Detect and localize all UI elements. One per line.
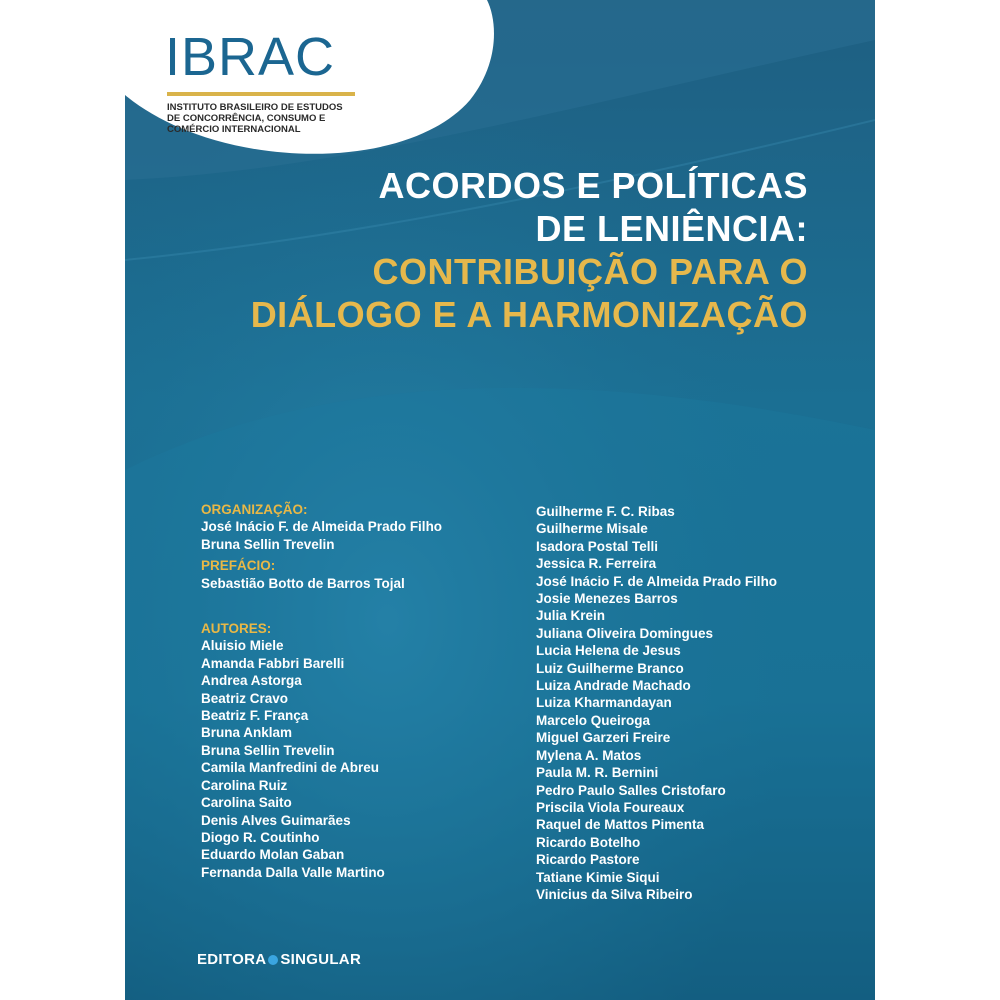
author-name: Diogo R. Coutinho [201,829,320,845]
logo-subtitle-line: COMÉRCIO INTERNACIONAL [167,124,301,136]
author-name: Jessica R. Ferreira [536,556,657,572]
author-name: Ricardo Pastore [536,852,640,868]
author-name: Guilherme F. C. Ribas [536,504,675,519]
author-name: Julia Krein [536,608,606,624]
author-name: Eduardo Molan Gaban [201,847,345,863]
author-name: Juliana Oliveira Domingues [536,625,714,641]
author-name: Denis Alves Guimarães [201,812,351,828]
author-name: Beatriz Cravo [201,690,289,706]
book-title [251,164,808,336]
subtitle-line: DIÁLOGO E A HARMONIZAÇÃO [250,294,808,335]
authors-list-left [201,637,442,881]
logo-subtitle-line: INSTITUTO BRASILEIRO DE ESTUDOS [167,102,343,113]
logo-wordmark: IBRAC [165,27,336,87]
author-name: Bruna Anklam [201,725,293,741]
title-line: ACORDOS E POLÍTICAS [378,165,808,206]
author-name: Tatiane Kimie Siqui [536,869,660,885]
author-name: Miguel Garzeri Freire [536,730,671,746]
publisher-logo [197,951,361,968]
author-name: Paula M. R. Bernini [536,765,659,781]
author-name: Fernanda Dalla Valle Martino [201,864,385,880]
book-cover [125,0,875,1000]
author-name: Guilherme Misale [536,521,648,537]
author-name: Andrea Astorga [201,673,302,689]
publisher-name-left: EDITORA [197,951,267,968]
author-name: Beatriz F. França [201,708,309,724]
author-name: José Inácio F. de Almeida Prado Filho [536,573,778,589]
author-name: Josie Menezes Barros [536,591,678,607]
organizer-name: Bruna Sellin Trevelin [201,536,335,552]
author-name: Carolina Ruiz [201,777,288,793]
ibrac-logo [165,27,365,136]
preface-author-name: Sebastião Botto de Barros Tojal [201,575,405,591]
authors-list-right [536,503,777,903]
author-name: Luiz Guilherme Branco [536,660,684,676]
author-name: Marcelo Queiroga [536,712,651,728]
author-name: Camila Manfredini de Abreu [201,760,380,776]
credits-left-column [201,501,442,881]
author-name: Lucia Helena de Jesus [536,643,681,659]
logo-subtitle-line: DE CONCORRÊNCIA, CONSUMO E [167,113,326,125]
author-name: Vinicius da Silva Ribeiro [536,886,693,902]
author-name: Luiza Andrade Machado [536,678,691,694]
author-name: Isadora Postal Telli [536,538,659,554]
author-name: Ricardo Botelho [536,834,641,850]
author-name: Amanda Fabbri Barelli [201,655,345,671]
author-name: Aluisio Miele [201,638,284,654]
publisher-name-right: SINGULAR [280,951,362,968]
autores-label: AUTORES: [201,621,272,637]
author-name: Bruna Sellin Trevelin [201,742,335,758]
author-name: Pedro Paulo Salles Cristofaro [536,782,726,798]
organizacao-label: ORGANIZAÇÃO: [201,502,308,517]
organizer-name: José Inácio F. de Almeida Prado Filho [201,519,443,535]
publisher-dot-icon [268,955,278,965]
logo-divider [167,92,355,96]
author-name: Carolina Saito [201,795,292,811]
prefacio-label: PREFÁCIO: [201,558,276,574]
author-name: Priscila Viola Foureaux [536,799,685,815]
title-line: DE LENIÊNCIA: [535,208,808,249]
author-name: Raquel de Mattos Pimenta [536,817,705,833]
author-name: Luiza Kharmandayan [536,695,672,711]
subtitle-line: CONTRIBUIÇÃO PARA O [372,251,808,292]
author-name: Mylena A. Matos [536,747,642,763]
logo-subtitle [167,102,365,136]
